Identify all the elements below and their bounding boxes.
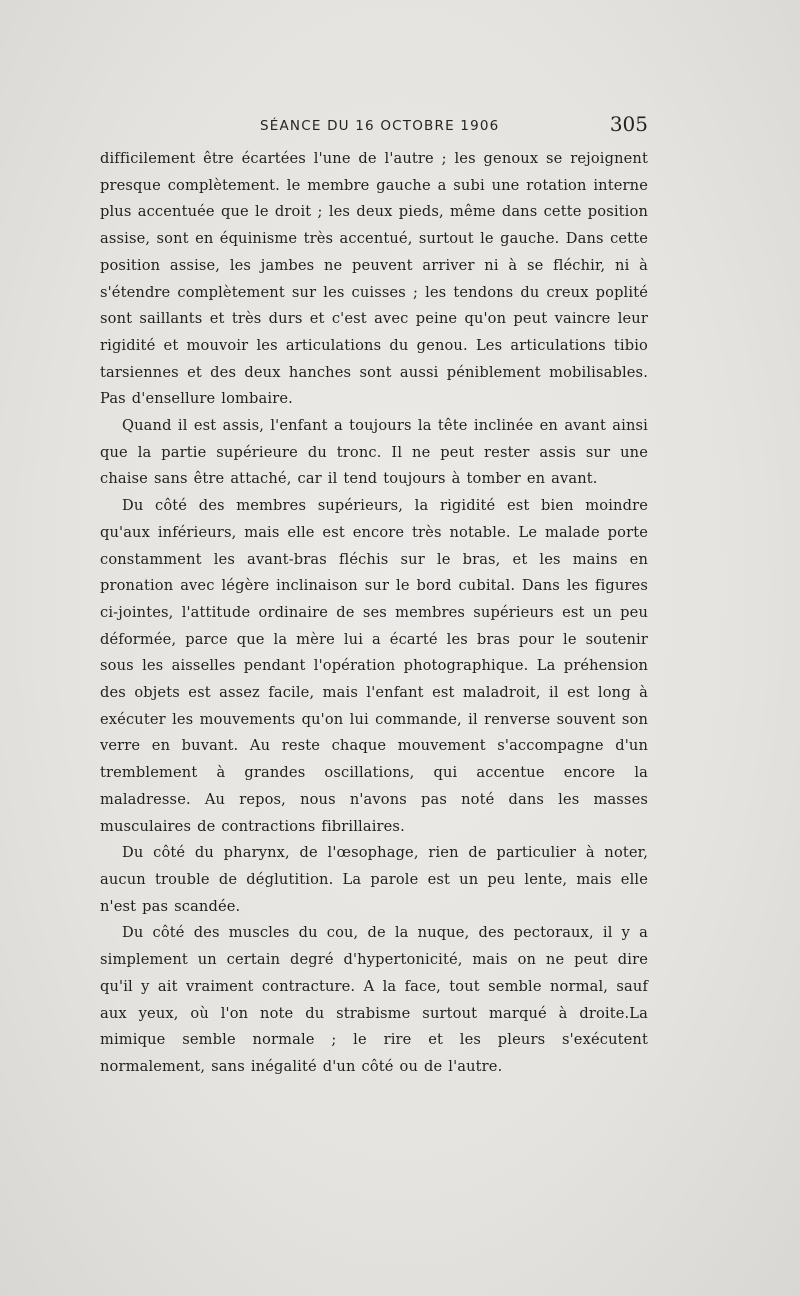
paragraph: Du côté des membres supérieurs, la rigidité est bien moindre qu'aux inférieurs, mais elle est encore très notable. Le malade porte constamment les avant-bras fléchis sur le bras, et les mains en pronation avec légère inclinaison sur le bord cubital. Dans les figures ci-jointes, l'attitude ordinaire de ses membres supérieurs est un peu déformée, parce que la mère lui a écarté les bras pour le soutenir sous les aisselles pendant l'opération photographique. La préhension des objets est assez facile, mais l'enfant est maladroit, il est long à exécuter les mouvements qu'on lui commande, il renverse souvent son verre en buvant. Au reste chaque mouvement s'accompagne d'un tremblement à grandes oscillations, qui accentue encore la maladresse. Au repos, nous n'avons pas noté dans les masses musculaires de contractions fibrillaires. <box>100 497 648 835</box>
paragraph: Du côté des muscles du cou, de la nuque, des pectoraux, il y a simplement un certain degré d'hypertonicité, mais on ne peut dire qu'il y ait vraiment contracture. A la face, tout semble normal, sauf aux yeux, où l'on note du strabisme surtout marqué à droite.La mimique semble normale ; le rire et les pleurs s'exécutent normalement, sans inégalité d'un côté ou de l'autre. <box>100 924 648 1075</box>
body-text <box>100 146 648 1081</box>
paragraph: difficilement être écartées l'une de l'autre ; les genoux se rejoignent presque complètement. le membre gauche a subi une rotation interne plus accentuée que le droit ; les deux pieds, même dans cette position assise, sont en équinisme très accentué, surtout le gauche. Dans cette position assise, les jambes ne peuvent arriver ni à se fléchir, ni à s'étendre complètement sur les cuisses ; les tendons du creux poplité sont saillants et très durs et c'est avec peine qu'on peut vaincre leur rigidité et mouvoir les articulations du genou. Les articulations tibio tarsiennes et des deux hanches sont aussi péniblement mobilisables. Pas d'ensellure lombaire. <box>100 150 648 408</box>
page-header <box>100 112 648 142</box>
page-number: 305 <box>609 112 648 136</box>
running-head: SÉANCE DU 16 OCTOBRE 1906 <box>260 118 500 134</box>
paragraph: Du côté du pharynx, de l'œsophage, rien de particulier à noter, aucun trouble de déglutition. La parole est un peu lente, mais elle n'est pas scandée. <box>100 844 648 915</box>
paragraph: Quand il est assis, l'enfant a toujours la tête inclinée en avant ainsi que la partie supérieure du tronc. Il ne peut rester assis sur une chaise sans être attaché, car il tend toujours à tomber en avant. <box>100 417 648 488</box>
